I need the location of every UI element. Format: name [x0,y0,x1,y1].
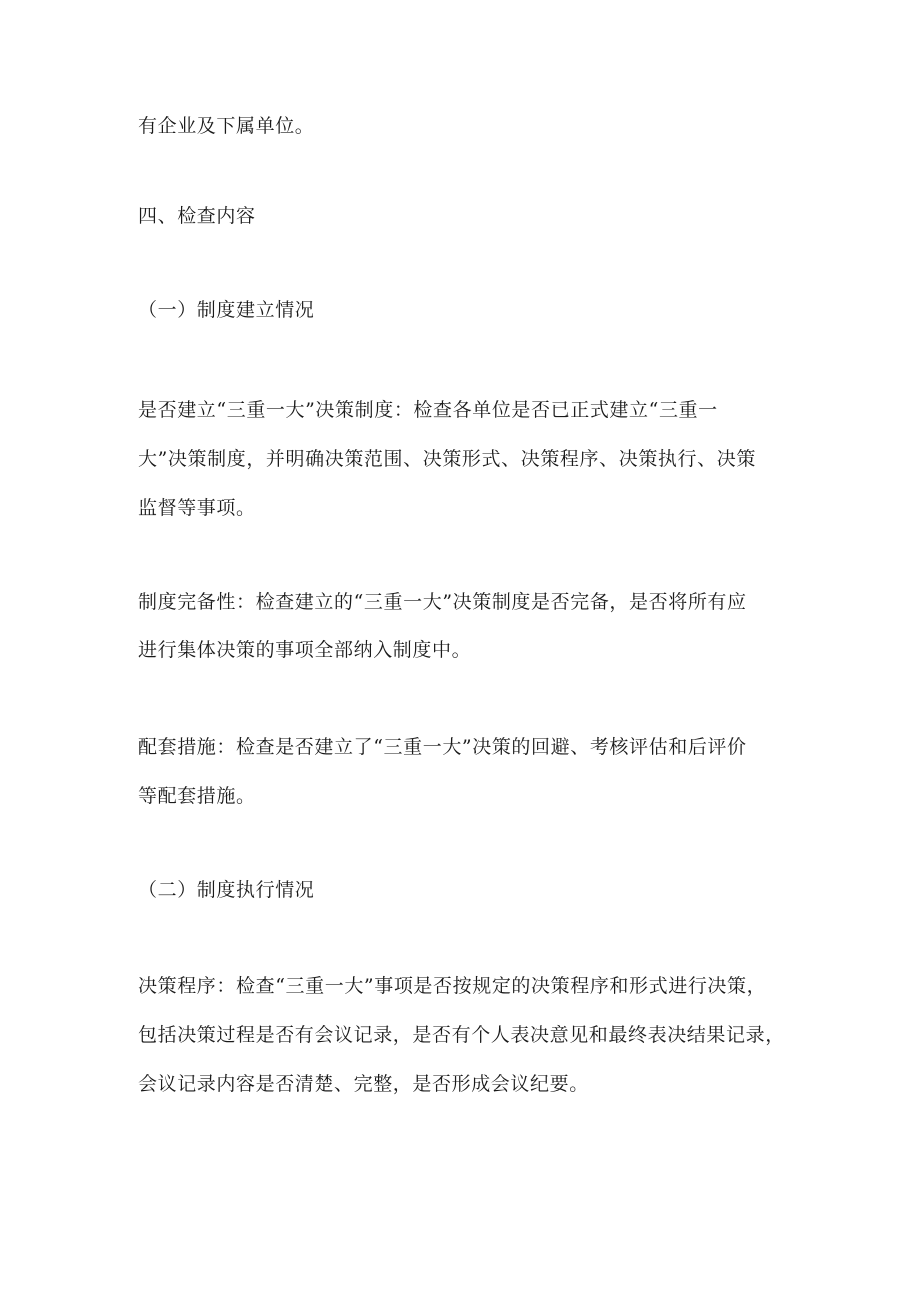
subsection-heading: （一）制度建立情况 [138,299,315,321]
section-heading: 四、检查内容 [138,205,256,227]
paragraph-line: 有企业及下属单位。 [138,115,315,137]
paragraph-line: 大”决策制度，并明确决策范围、决策形式、决策程序、决策执行、决策 [138,448,756,470]
paragraph-line: 会议记录内容是否清楚、完整，是否形成会议纪要。 [138,1073,589,1095]
paragraph-line: 包括决策过程是否有会议记录，是否有个人表决意见和最终表决结果记录， [138,1024,785,1046]
paragraph-line: 等配套措施。 [138,785,256,807]
paragraph-line: 配套措施：检查是否建立了“三重一大”决策的回避、考核评估和后评价 [138,736,747,758]
subsection-heading: （二）制度执行情况 [138,879,315,901]
paragraph-line: 进行集体决策的事项全部纳入制度中。 [138,639,472,661]
paragraph-line: 监督等事项。 [138,497,256,519]
paragraph-line: 是否建立“三重一大”决策制度：检查各单位是否已正式建立“三重一 [138,399,718,421]
paragraph-line: 制度完备性：检查建立的“三重一大”决策制度是否完备，是否将所有应 [138,591,747,613]
paragraph-line: 决策程序：检查“三重一大”事项是否按规定的决策程序和形式进行决策， [138,975,767,997]
